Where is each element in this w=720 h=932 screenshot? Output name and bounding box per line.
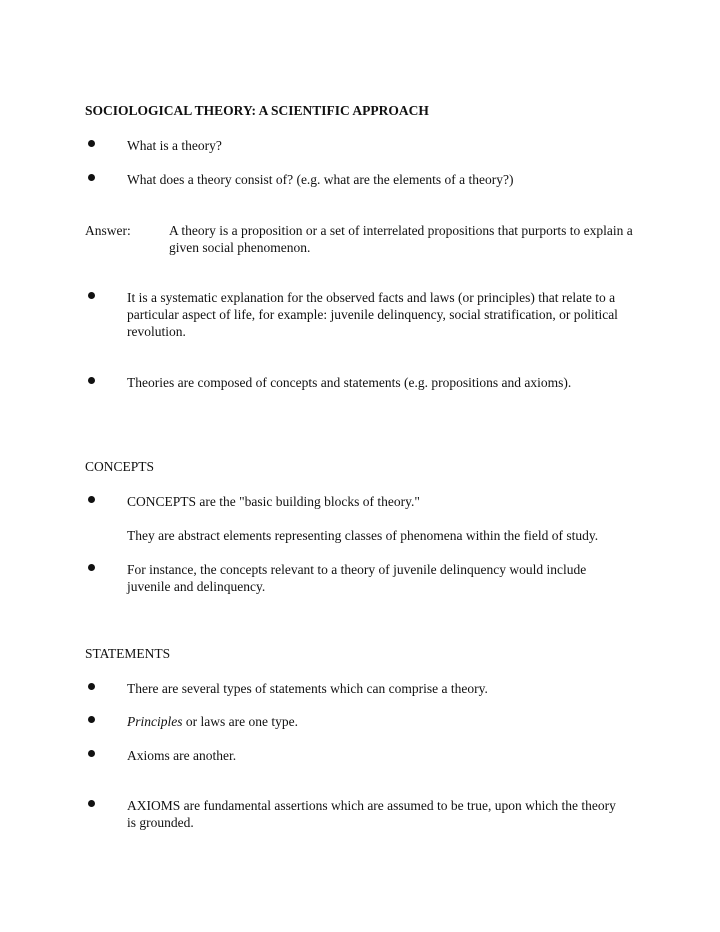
bullet-icon <box>88 377 95 384</box>
statements-bullet-2 <box>127 713 647 730</box>
answer-text: A theory is a proposition or a set of interrelated propositions that purports to explain a given social phenomenon. <box>169 223 633 255</box>
bullet-icon <box>88 800 95 807</box>
statements-bullet-1: There are several types of statements which can comprise a theory. <box>127 681 488 696</box>
bullet-icon <box>88 292 95 299</box>
concepts-bullet-1: CONCEPTS are the "basic building blocks of theory." <box>127 494 420 509</box>
statements-bullet-4: AXIOMS are fundamental assertions which are assumed to be true, upon which the theory is grounded. <box>127 798 616 830</box>
bullet-icon <box>88 174 95 181</box>
bullet-icon <box>88 683 95 690</box>
answer-label: Answer: <box>85 223 131 238</box>
statements-heading: STATEMENTS <box>85 646 171 661</box>
theory-bullet-2: Theories are composed of concepts and statements (e.g. propositions and axioms). <box>127 375 572 390</box>
theory-bullet-1: It is a systematic explanation for the observed facts and laws (or principles) that relate to a particular aspect of life, for example: juvenile delinquency, social stratification, or political revolution. <box>127 290 618 339</box>
principles-term: Principles <box>127 714 183 729</box>
intro-bullet-2: What does a theory consist of? (e.g. what are the elements of a theory?) <box>127 172 514 187</box>
concepts-bullet-2: For instance, the concepts relevant to a theory of juvenile delinquency would include juvenile and delinquency. <box>127 562 587 594</box>
bullet-icon <box>88 716 95 723</box>
bullet-icon <box>88 140 95 147</box>
concepts-bullet-1-continuation: They are abstract elements representing classes of phenomena within the field of study. <box>127 528 599 543</box>
intro-bullet-1: What is a theory? <box>127 138 222 153</box>
statements-bullet-3: Axioms are another. <box>127 748 237 763</box>
concepts-heading: CONCEPTS <box>85 459 155 474</box>
statements-bullet-2-rest: or laws are one type. <box>182 714 298 729</box>
bullet-icon <box>88 750 95 757</box>
bullet-icon <box>88 496 95 503</box>
document-title: SOCIOLOGICAL THEORY: A SCIENTIFIC APPROACH <box>85 103 429 118</box>
bullet-icon <box>88 564 95 571</box>
